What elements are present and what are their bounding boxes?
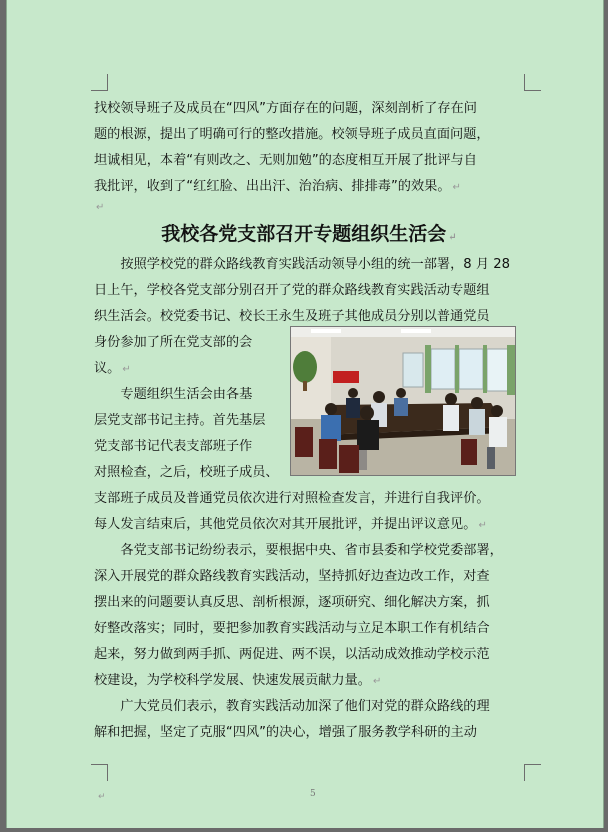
paragraph-mark-icon: ↵: [448, 232, 457, 243]
paragraph-4: [94, 538, 524, 695]
paragraph-line: 题的根源，提出了明确可行的整改措施。校领导班子成员直面问题，: [94, 127, 490, 142]
paragraph-line: 层党支部书记主持。首先基层: [94, 413, 266, 428]
meeting-room-photo: [290, 326, 516, 476]
page-number: 5: [310, 789, 316, 799]
paragraph-line: 每人发言结束后，其他党员依次对其开展批评，并提出评议意见。 ↵: [94, 517, 487, 532]
paragraph-line: 各党支部书记纷纷表示，要根据中央、省市县委和学校党委部署，: [120, 543, 503, 558]
paragraph-line: 起来，努力做到两手抓、两促进、两不误，以活动成效推动学校示范: [94, 647, 490, 662]
paragraph-line: 身份参加了所在党支部的会: [94, 335, 253, 350]
paragraph-line: 解和把握，坚定了克服“四风”的决心，增强了服务教学科研的主动: [94, 725, 477, 740]
paragraph-line: 摆出来的问题要认真反思、剖析根源，逐项研究、细化解决方案，抓: [94, 595, 490, 610]
crop-mark-top-left: [91, 74, 108, 91]
paragraph-mark-icon: ↵: [372, 676, 382, 687]
paragraph-line: 坦诚相见，本着“有则改之、无则加勉”的态度相互开展了批评与自: [94, 153, 477, 168]
paragraph-line: 找校领导班子及成员在“四风”方面存在的问题，深刻剖析了存在问: [94, 101, 477, 116]
paragraph-line: 按照学校党的群众路线教育实践活动领导小组的统一部署，8 月 28: [120, 257, 511, 272]
paragraph-mark-icon: ↵: [122, 364, 131, 375]
paragraph-line: 专题组织生活会由各基: [120, 387, 253, 402]
paragraph-line: 我批评，收到了“红红脸、出出汗、治治病、排排毒”的效果。 ↵: [94, 179, 461, 194]
paragraph-line: 深入开展党的群众路线教育实践活动，坚持抓好边查边改工作，对查: [94, 569, 490, 584]
crop-mark-bottom-left: [91, 764, 108, 781]
paragraph-line: 日上午，学校各党支部分别召开了党的群众路线教育实践活动专题组: [94, 283, 490, 298]
paragraph-line: 校建设，为学校科学发展、快速发展贡献力量。 ↵: [94, 673, 382, 688]
paragraph-line: 对照检查，之后，校班子成员、: [94, 465, 279, 480]
paragraph-1: [94, 96, 524, 201]
article-title: 我校各党支部召开专题组织生活会 ↵: [161, 223, 457, 245]
empty-paragraph-mark-icon: ↵: [96, 202, 105, 213]
paragraph-5: [94, 694, 524, 746]
paragraph-line: 党支部书记代表支部班子作: [94, 439, 253, 454]
paragraph-line: 支部班子成员及普通党员依次进行对照检查发言，并进行自我评价。: [94, 491, 490, 506]
paragraph-line: 织生活会。校党委书记、校长王永生及班子其他成员分别以普通党员: [94, 309, 490, 324]
crop-mark-top-right: [524, 74, 541, 91]
paragraph-line: 好整改落实；同时，要把参加教育实践活动与立足本职工作有机结合: [94, 621, 490, 636]
paragraph-line: 议。 ↵: [94, 361, 131, 376]
paragraph-line: 广大党员们表示，教育实践活动加深了他们对党的群众路线的理: [120, 699, 490, 714]
crop-mark-bottom-right: [524, 764, 541, 781]
footer-paragraph-mark-icon: ↵: [98, 792, 106, 802]
paragraph-mark-icon: ↵: [478, 520, 487, 531]
paragraph-mark-icon: ↵: [452, 182, 461, 193]
